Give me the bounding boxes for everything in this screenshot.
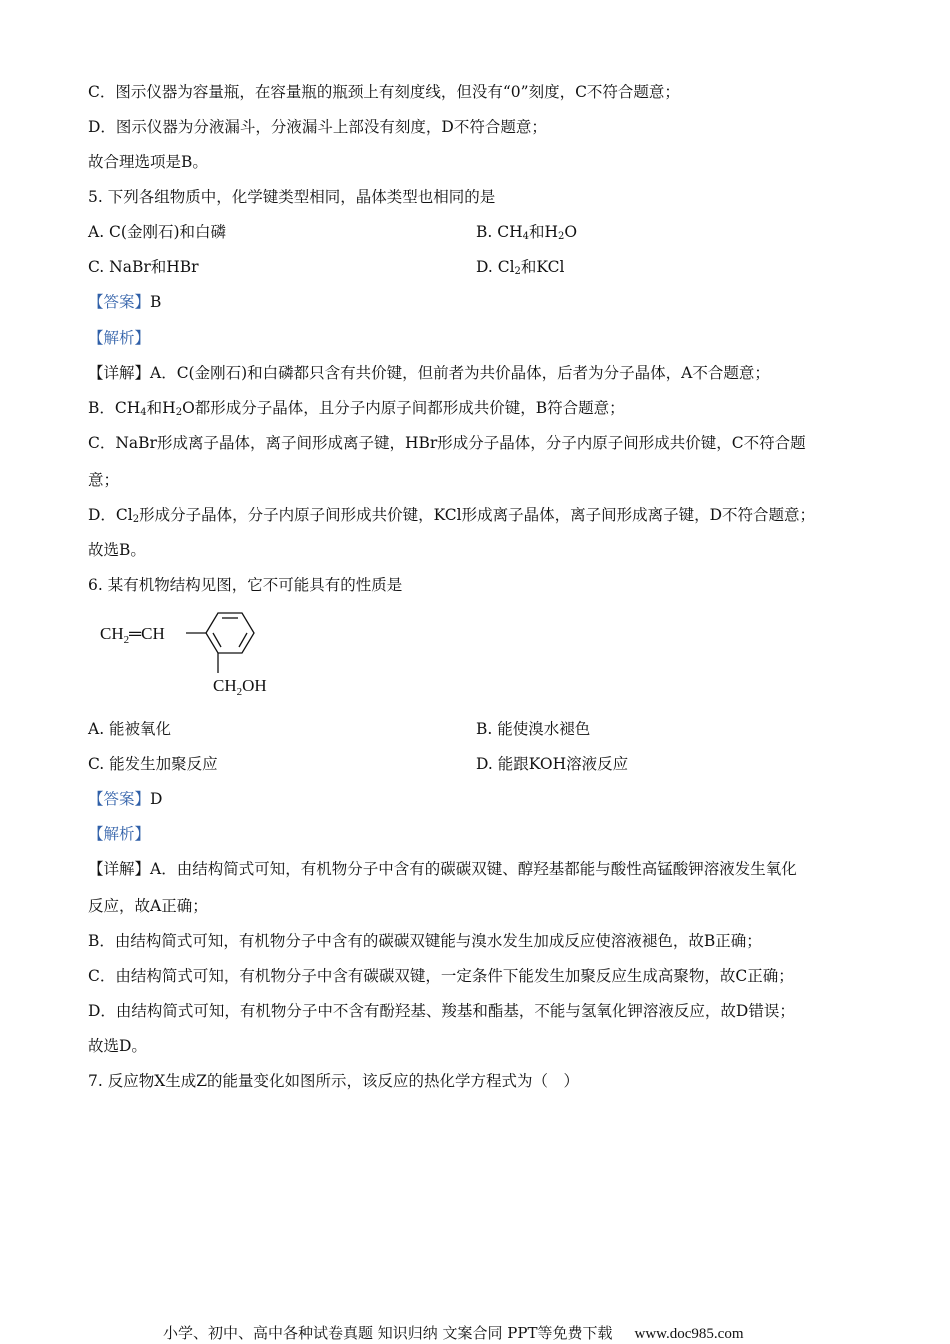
ring-double-bond [239, 633, 247, 647]
q5-option-c: C. NaBr和HBr [88, 258, 199, 276]
q5-detail-c-line1: C．NaBr形成离子晶体，离子间形成离子键，HBr形成分子晶体，分子内原子间形成共价键，C不符合题 [88, 434, 806, 452]
answer-label: 【答案】 [88, 293, 151, 311]
q4-conclusion: 故合理选项是B。 [88, 153, 208, 171]
q6-detail-d: D．由结构简式可知，有机物分子中不含有酚羟基、羧基和酯基，不能与氢氧化钾溶液反应，故D错误； [88, 1002, 795, 1020]
q6-detail-c: C．由结构简式可知，有机物分子中含有碳碳双键，一定条件下能发生加聚反应生成高聚物，故C正确； [88, 967, 794, 985]
q6-stem: 6. 某有机物结构见图，它不可能具有的性质是 [88, 576, 403, 594]
q5-option-b: B. $CH_4$和$H_2O$ [476, 223, 578, 242]
q6-option-b: B. 能使溴水褪色 [476, 720, 591, 738]
structure-diagram [96, 610, 286, 706]
q6-analysis-label: 【解析】 [88, 825, 151, 843]
vinyl-group-label: $CH_2═CH$ [100, 624, 165, 646]
q6-option-a: A. 能被氧化 [88, 720, 172, 738]
q5-detail-c-line2: 意； [88, 471, 120, 489]
q4-analysis-c: C．图示仪器为容量瓶，在容量瓶的瓶颈上有刻度线，但没有“0”刻度，C不符合题意； [88, 83, 680, 101]
q5-detail-a: 【详解】A．C(金刚石)和白磷都只含有共价键，但前者为共价晶体，后者为分子晶体，A不合题意； [88, 364, 770, 382]
q6-detail-b: B．由结构简式可知，有机物分子中含有的碳碳双键能与溴水发生加成反应使溶液褪色，故B正确； [88, 932, 762, 950]
ring-double-bond [213, 633, 221, 647]
answer-label: 【答案】 [88, 790, 151, 808]
q6-detail-a-line2: 反应，故A正确； [88, 897, 208, 915]
q5-conclusion: 故选B。 [88, 541, 146, 559]
q5-detail-b: B．$CH_4$和$H_2O$都形成分子晶体，且分子内原子间都形成共价键，B符合题意； [88, 399, 625, 418]
q5-option-a: A. C(金刚石)和白磷 [88, 223, 227, 241]
q5-answer: 【答案】B [88, 293, 162, 311]
q7-stem: 7. 反应物X生成Z的能量变化如图所示，该反应的热化学方程式为（ ） [88, 1072, 580, 1090]
page-footer [163, 1322, 744, 1343]
q6-detail-a-line1: 【详解】A．由结构简式可知，有机物分子中含有的碳碳双键、醇羟基都能与酸性高锰酸钾溶液发生氧化 [88, 860, 797, 878]
q5-stem: 5. 下列各组物质中，化学键类型相同，晶体类型也相同的是 [88, 188, 496, 206]
q6-option-c: C. 能发生加聚反应 [88, 755, 218, 773]
q4-analysis-d: D．图示仪器为分液漏斗，分液漏斗上部没有刻度，D不符合题意； [88, 118, 547, 136]
hydroxymethyl-group-label: $CH_2OH$ [213, 676, 267, 698]
q5-analysis-label: 【解析】 [88, 329, 151, 347]
q6-option-d: D. 能跟KOH溶液反应 [476, 755, 629, 773]
q6-conclusion: 故选D。 [88, 1037, 147, 1055]
q5-option-d: D. $Cl_2$和KCl [476, 258, 565, 277]
footer-text: 小学、初中、高中各种试卷真题 知识归纳 文案合同 PPT等免费下载 [163, 1324, 613, 1342]
footer-site-link[interactable]: www.doc985.com [634, 1326, 744, 1342]
q5-detail-d: D．$Cl_2$形成分子晶体，分子内原子间形成共价键，KCl形成离子晶体，离子间形成离子键，D不符合题意； [88, 506, 816, 525]
q6-answer: 【答案】D [88, 790, 163, 808]
